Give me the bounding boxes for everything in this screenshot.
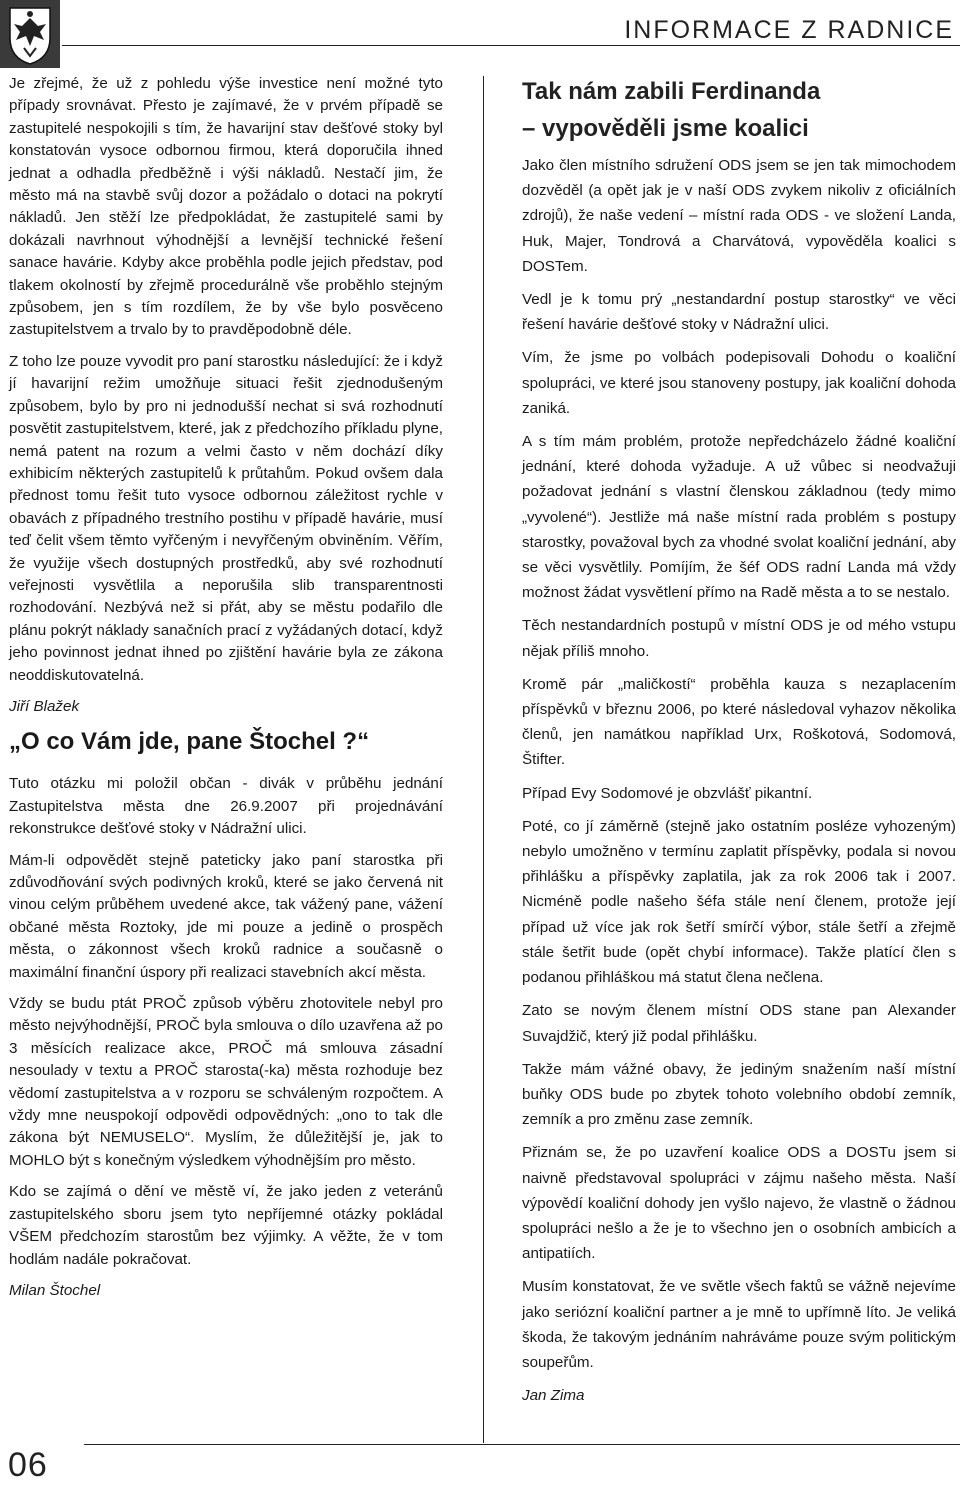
right-paragraph: Vím, že jsme po volbách podepisovali Dohodu o koaliční spolupráci, ve které jsou stanoveny postupy, jak koaliční dohoda zaniká. — [522, 349, 956, 417]
right-heading-line1: Tak nám zabili Ferdinanda — [522, 78, 821, 105]
right-paragraph: Případ Evy Sodomové je obzvlášť pikantní. — [522, 784, 813, 802]
right-paragraph: Takže mám vážné obavy, že jediným snažením naší místní buňky ODS bude po zbytek tohoto volebního období zemník, zemník a pro změnu zase zemník. — [522, 1060, 956, 1129]
right-paragraph: Zato se novým členem místní ODS stane pan Alexander Suvajdžič, který již podal přihlášku. — [522, 1002, 956, 1045]
article-paragraph: Mám-li odpovědět stejně pateticky jako paní starostka při zdůvodňování svých podivných kroků, které se jako červená nit vinou celým průběhem uvedené akce, tak vážený pane, vážení občané města Roztoky, jde mi pouze a jedině o prospěch města, o zákonnost všech kroků radnice a současně o maximální finanční úspory při realizaci stavebních akcí města. — [9, 851, 443, 981]
column-divider — [483, 76, 484, 1443]
right-paragraph: Přiznám se, že po uzavření koalice ODS a DOSTu jsem si naivně představoval spolupráci v zájmu našeho města. Naší výpovědí koaliční dohody jen vyšlo najevo, že vlastně o žádnou spolupráci nešlo a že je to všechno jen o osobních ambicích a antipatiích. — [522, 1144, 956, 1263]
intro-signature: Jiří Blažek — [9, 697, 80, 715]
right-paragraph: Musím konstatovat, že ve světle všech faktů se vážně nejevíme jako seriózní koaliční partner a je mně to upřímně líto. Je veliká škoda, že takovým jednáním nahráváme pouze svým politickým soupeřům. — [522, 1278, 956, 1371]
right-signature: Jan Zima — [522, 1387, 585, 1405]
article-paragraph: Kdo se zajímá o dění ve městě ví, že jako jeden z veteránů zastupitelského sboru jsem tyto nepříjemné otázky pokládal VŠEM předchozím starostům bez výjimky. A věžte, že v tom hodlám nadále pokračovat. — [9, 1183, 443, 1268]
coat-of-arms-icon — [0, 0, 62, 68]
intro-paragraph: Z toho lze pouze vyvodit pro paní starostku následující: že i když jí havarijní režim umožňuje situaci řešit zjednodušeným způsobem, bylo by pro ni jednodušší nechat si svá rozhodnutí posvětit zastupitelstvem, které, jak z předchozího příkladu plyne, nemá patent na rozum a velmi často v něm dochází díky exhibicím některých zastupitelů k průtahům. Pokud ovšem dala přednost tomu řešit tuto vysoce odbornou záležitost rychle v obavách z případného trestního postihu v případě havárie, musí teď čelit všem těmto vyřčeným i nevyřčeným obviněním. Věřím, že využije všech dostupných prostředků, aby své rozhodnutí veřejnosti vysvětlila a neporušila slib transparentnosti rozhodování. Nezbývá než si přát, aby se městu podařilo dle plánu pokrýt náklady sanačních prací z vyžádaných dotací, když jeho povinnost jednat ihned po zjištění havárie byla ze zákona neoddiskutovatelná. — [9, 352, 443, 684]
right-paragraph: Poté, co jí záměrně (stejně jako ostatním posléze vyhozeným) nebylo umožněno v termínu zaplatit příspěvky, podala si novou přihlášku a příspěvky zaplatila, jak za rok 2006 tak i 2007. Nicméně podle našeho šéfa stále není členem, protože její případ už více jak rok šetří smírčí výbor, stále šetří a zřejmě stále šetřit bude (opět chybí informace). Takže platící člen s podanou přihláškou má statut člena nečlena. — [522, 817, 956, 987]
section-title: INFORMACE Z RADNICE — [624, 16, 954, 44]
article-heading: „O co Vám jde, pane Štochel ?“ — [9, 728, 370, 756]
page-number: 06 — [8, 1446, 48, 1484]
right-heading — [522, 73, 956, 147]
article-paragraph: Tuto otázku mi položil občan - divák v průběhu jednání Zastupitelstva města dne 26.9.2007 při projednávání rekonstrukce dešťové stoky v Nádražní ulici. — [9, 775, 443, 838]
right-paragraph: Vedl je k tomu prý „nestandardní postup starostky“ ve věci řešení havárie dešťové stoky v Nádražní ulici. — [522, 291, 956, 334]
left-column — [9, 73, 443, 1311]
article-paragraph: Vždy se budu ptát PROČ způsob výběru zhotovitele nebyl pro město nejvýhodnější, PROČ byla smlouva o dílo uzavřena až po 3 měsících realizace akce, PROČ má smlouva zásadní nesoulady v textu a PROČ starosta(-ka) města rozhoduje bez vědomí zastupitelstva a v rozporu se schváleným rozpočtem. A vždy mne neuspokojí odpovědi odpovědných: „ono to tak dle zákona být NEMUSELO“. Myslím, že důležitější je, jak to MOHLO být s konečným výsledkem výhodnějším pro město. — [9, 995, 443, 1169]
right-column — [522, 73, 956, 1416]
right-paragraph: A s tím mám problém, protože nepředcházelo žádné koaliční jednání, které dohoda vyžaduje. A už vůbec si neodvažuji požadovat jednání s vlastní členskou základnou (tedy mimo „vyvolené“). Jestliže má naše místní rada problém s postupy starostky, považoval bych za vhodné svolat koaliční jednání, aby se věci vysvětlily. Pomíjím, že šéf ODS radní Landa má vždy možnost žádat vysvětlení přímo na Radě města a to se nestalo. — [522, 433, 956, 602]
footer-rule — [84, 1444, 960, 1445]
right-paragraph: Jako člen místního sdružení ODS jsem se jen tak mimochodem dozvěděl (a opět jak je v naší ODS zvykem nikoliv z oficiálních zdrojů), že naše vedení – místní rada ODS - ve složení Landa, Huk, Majer, Tondrová a Charvátová, vypověděla koalici s DOSTem. — [522, 157, 956, 275]
right-paragraph: Kromě pár „maličkostí“ proběhla kauza s nezaplacením příspěvků v březnu 2006, po které následoval vyhazov několika členů, jen namátkou například Urx, Roškotová, Sodomová, Štifter. — [522, 675, 956, 769]
right-heading-line2: – vypověděli jsme koalici — [522, 115, 809, 142]
intro-paragraph: Je zřejmé, že už z pohledu výše investice není možné tyto případy srovnávat. Přesto je zajímavé, že v prvém případě se zastupitelé nespokojili s tím, že havarijní stav dešťové stoky byl konstatován vysoce odbornou firmou, která doporučila ihned jednat a odhadla předběžně i výši nákladů. Nestačí jim, že město má na stavbě svůj dozor a požádalo o dotaci na pokrytí nákladů. Jen stěží lze předpokládat, že zastupitelé sami by dokázali navrhnout výhodnější a levnější technické řešení sanace havárie. Kdyby akce proběhla podle jejich představ, pod tlakem okolností by zřejmě procedurálně vše proběhlo stejným způsobem, jen s tím rozdílem, že by vše bylo posvěceno zastupitelstvem a trvalo by to pravděpodobně déle. — [9, 75, 443, 339]
header-rule — [62, 45, 960, 46]
right-paragraph: Těch nestandardních postupů v místní ODS je od mého vstupu nějak příliš mnoho. — [522, 617, 956, 660]
article-signature: Milan Štochel — [9, 1281, 101, 1299]
